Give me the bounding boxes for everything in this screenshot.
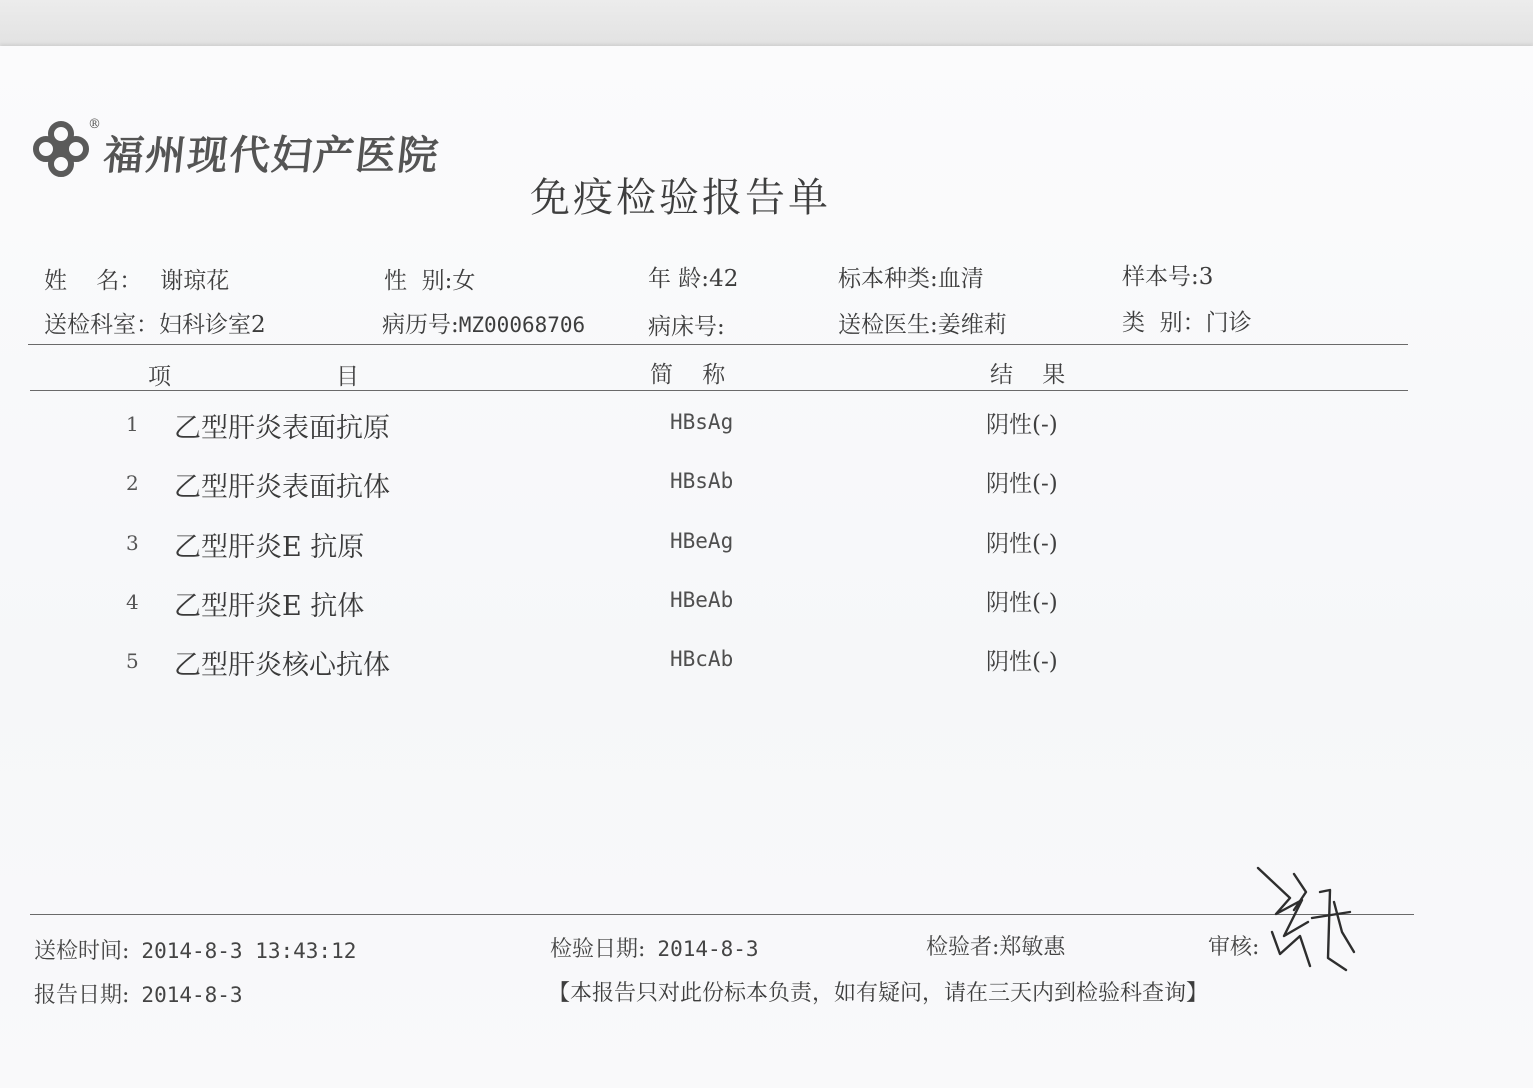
- specimen-type-label: 标本种类:: [838, 266, 938, 292]
- record-no-field: [382, 306, 585, 339]
- reviewer-signature-icon: [1250, 862, 1360, 972]
- department: 妇科诊室2: [159, 312, 266, 338]
- department-label: 送检科室：: [44, 312, 159, 338]
- test-date: 2014-8-3: [657, 937, 759, 961]
- test-item-result: 阴性(-): [986, 590, 1058, 616]
- age-label: 年 龄:: [648, 266, 710, 292]
- test-item-name: 乙型肝炎表面抗原: [174, 413, 390, 444]
- test-item-abbr: HBcAb: [670, 647, 734, 671]
- tester: 郑敏惠: [999, 935, 1066, 960]
- submit-time-field: [34, 934, 356, 965]
- report-date: 2014-8-3: [141, 983, 243, 1007]
- specimen-type: 血清: [937, 266, 984, 292]
- test-item-abbr: HBsAb: [670, 469, 734, 493]
- test-item-abbr: HBsAg: [670, 410, 734, 434]
- test-item-abbr: HBeAg: [670, 529, 734, 553]
- patient-age: 42: [709, 266, 739, 292]
- record-no: MZ00068706: [458, 313, 586, 337]
- doctor-field: [838, 306, 1007, 339]
- disclaimer-note: 【本报告只对此份标本负责，如有疑问，请在三天内到检验科查询】: [548, 981, 1209, 1006]
- category-field: [1122, 304, 1252, 337]
- department-field: [44, 306, 266, 339]
- sample-no: 3: [1198, 264, 1214, 290]
- tester-label: 检验者:: [926, 935, 1000, 960]
- test-item-name: 乙型肝炎E 抗体: [174, 591, 365, 622]
- row-number: 4: [126, 590, 139, 614]
- sample-no-label: 样本号:: [1122, 264, 1199, 290]
- category-label: 类 别：: [1122, 310, 1206, 336]
- submit-time-label: 送检时间:: [34, 939, 130, 964]
- patient-name-field: [44, 262, 229, 295]
- patient-name: 谢琼花: [160, 268, 230, 294]
- doctor: 姜维莉: [937, 312, 1007, 338]
- doctor-label: 送检医生:: [838, 312, 938, 338]
- column-header-result: 结 果: [990, 362, 1066, 388]
- record-no-label: 病历号:: [382, 312, 459, 338]
- test-item-name: 乙型肝炎表面抗体: [174, 472, 390, 503]
- hospital-logo-icon: [30, 118, 92, 180]
- patient-gender: 女: [452, 268, 476, 294]
- test-date-label: 检验日期:: [550, 937, 646, 962]
- header-bottom-rule: [30, 390, 1408, 391]
- test-date-field: [550, 932, 759, 963]
- patient-age-field: [648, 260, 738, 293]
- test-item-abbr: HBeAb: [670, 588, 734, 612]
- header-top-rule: [28, 344, 1408, 345]
- specimen-type-field: [838, 260, 984, 293]
- patient-name-label: 姓 名：: [44, 268, 143, 294]
- column-header-item-b: 目: [336, 364, 359, 390]
- row-number: 5: [126, 649, 139, 673]
- registered-mark-icon: ®: [88, 117, 101, 132]
- row-number: 1: [126, 412, 139, 436]
- bed-no-label: 病床号:: [648, 314, 725, 340]
- test-item-result: 阴性(-): [986, 412, 1058, 438]
- category: 门诊: [1205, 310, 1252, 336]
- test-item-name: 乙型肝炎核心抗体: [174, 650, 390, 681]
- reviewer-label: 审核:: [1208, 935, 1260, 960]
- sample-no-field: [1122, 258, 1213, 291]
- tester-field: [926, 930, 1065, 961]
- hospital-name: 福州现代妇产医院: [101, 133, 443, 179]
- submit-time: 2014-8-3 13:43:12: [141, 939, 357, 963]
- test-item-result: 阴性(-): [986, 531, 1058, 557]
- row-number: 2: [126, 471, 139, 495]
- gender-label: 性 别:: [384, 268, 453, 294]
- patient-gender-field: [384, 262, 475, 295]
- report-date-label: 报告日期:: [34, 983, 130, 1008]
- test-item-name: 乙型肝炎E 抗原: [174, 532, 365, 563]
- column-header-item-a: 项: [148, 364, 171, 390]
- test-item-result: 阴性(-): [986, 471, 1058, 497]
- report-title: 免疫检验报告单: [530, 175, 831, 221]
- test-item-result: 阴性(-): [986, 649, 1058, 675]
- footer-rule: [30, 914, 1414, 915]
- bed-no-field: [648, 308, 725, 341]
- row-number: 3: [126, 531, 139, 555]
- scan-background: [0, 0, 1533, 46]
- report-date-field: [34, 978, 243, 1009]
- column-header-abbr: 简 称: [650, 362, 726, 388]
